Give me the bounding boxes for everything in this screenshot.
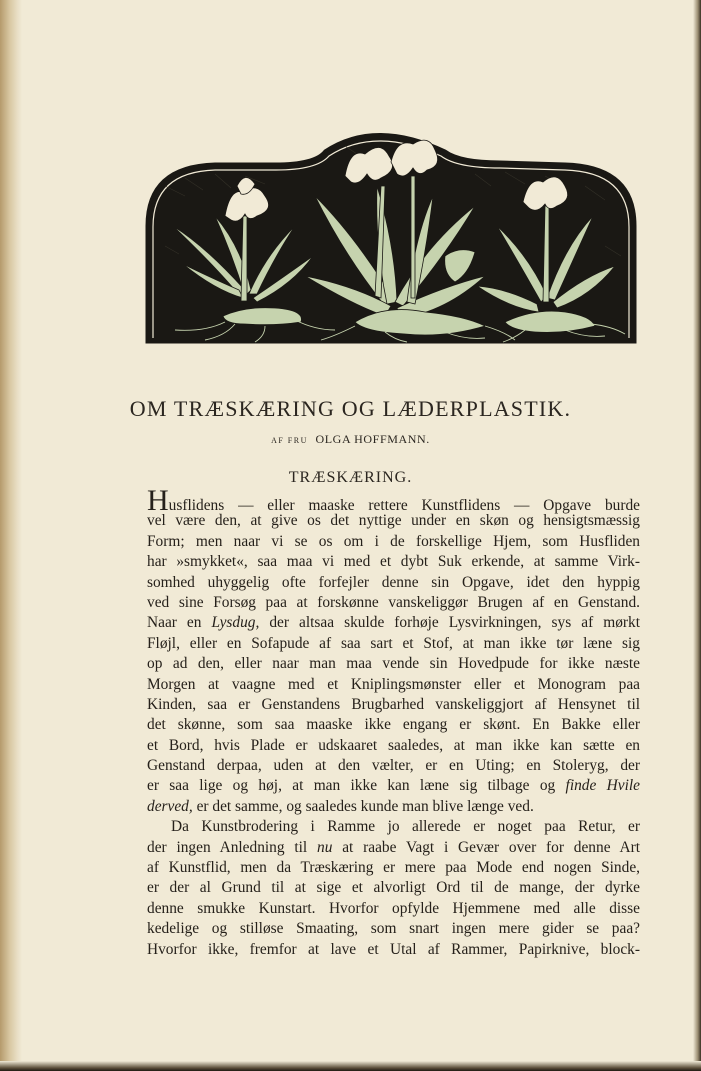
article-title: OM TRÆSKÆRING OG LÆDERPLASTIK.: [129, 396, 572, 421]
body-line: kedelige og stilløse Smaating, som snart ingen mere gider se paa?: [147, 920, 640, 938]
body-line: Da Kunstbrodering i Ramme jo allerede er noget paa Retur, er: [171, 818, 640, 836]
body-line: vel være den, at give os det nyttige under en skøn og hensigtsmæssig: [147, 512, 640, 530]
page-edge-right: [693, 0, 701, 1071]
byline-prefix: AF FRU: [271, 436, 308, 445]
article-body: [147, 484, 640, 960]
section-heading: TRÆSKÆRING.: [288, 469, 413, 486]
drop-cap: H: [147, 484, 169, 517]
body-line: somhed uhyggelig ofte forfejler denne sin Opgave, idet den hyppig: [147, 573, 640, 591]
body-line: denne smukke Kunstart. Hvorfor opfylde Hjemmene med alle disse: [147, 899, 640, 917]
body-line: er der al Grund til at sige et alvorligt Ord til de mange, der dyrke: [147, 879, 640, 897]
body-line: har »smykket«, saa maa vi med et dybt Suk erkende, at samme Virk-: [147, 553, 640, 571]
body-line: der ingen Anledning til nu at raabe Vagt i Gevær over for denne Art: [147, 838, 640, 856]
author-name: OLGA HOFFMANN.: [315, 432, 430, 446]
body-line: Morgen at vaagne med et Kniplingsmønster eller et Monogram paa: [147, 675, 640, 693]
body-line: ved sine Forsøg paa at forskønne vanskeliggør Brugen af en Genstand.: [147, 593, 640, 611]
body-line: Fløjl, eller en Sofapude af saa sart et Stof, at man ikke tør læne sig: [147, 634, 640, 652]
iris-illustration: [145, 126, 637, 344]
body-line: det skønne, som saa maaske ikke engang er skønt. En Bakke eller: [147, 716, 640, 734]
body-line: Kinden, saa er Genstandens Brugbarhed vanskeliggjort af Hensynet til: [147, 695, 640, 713]
page-edge-bottom: [0, 1061, 701, 1071]
body-line: derved, er det samme, og saaledes kunde man blive længe ved.: [147, 797, 534, 815]
body-line: et Bord, hvis Plade er udskaaret saaledes, at man ikke kan sætte en: [147, 736, 640, 754]
body-line: Husflidens — eller maaske rettere Kunstflidens — Opgave burde: [147, 484, 640, 517]
body-line: er saa lige og høj, at man ikke kan læne sig tilbage og finde Hvile: [147, 777, 640, 795]
body-line: Genstand derpaa, uden at den vælter, er en Uting; en Stoleryg, der: [147, 757, 640, 775]
body-line: Naar en Lysdug, der altsaa skulde forhøje Lysvirkningen, sys af mørkt: [147, 614, 640, 632]
body-line: Hvorfor ikke, fremfor at lave et Utal af Rammer, Papirknive, block-: [147, 940, 640, 958]
body-line: op ad den, eller naar man maa vende sin Hovedpude for ikke næste: [147, 655, 640, 673]
article-byline: [0, 432, 701, 447]
body-line: Form; men naar vi se os om i de forskellige Hjem, som Husfliden: [147, 532, 640, 550]
book-spine: [0, 0, 22, 1071]
body-line: af Kunstflid, men da Træskæring er mere paa Mode end nogen Sinde,: [147, 859, 640, 877]
